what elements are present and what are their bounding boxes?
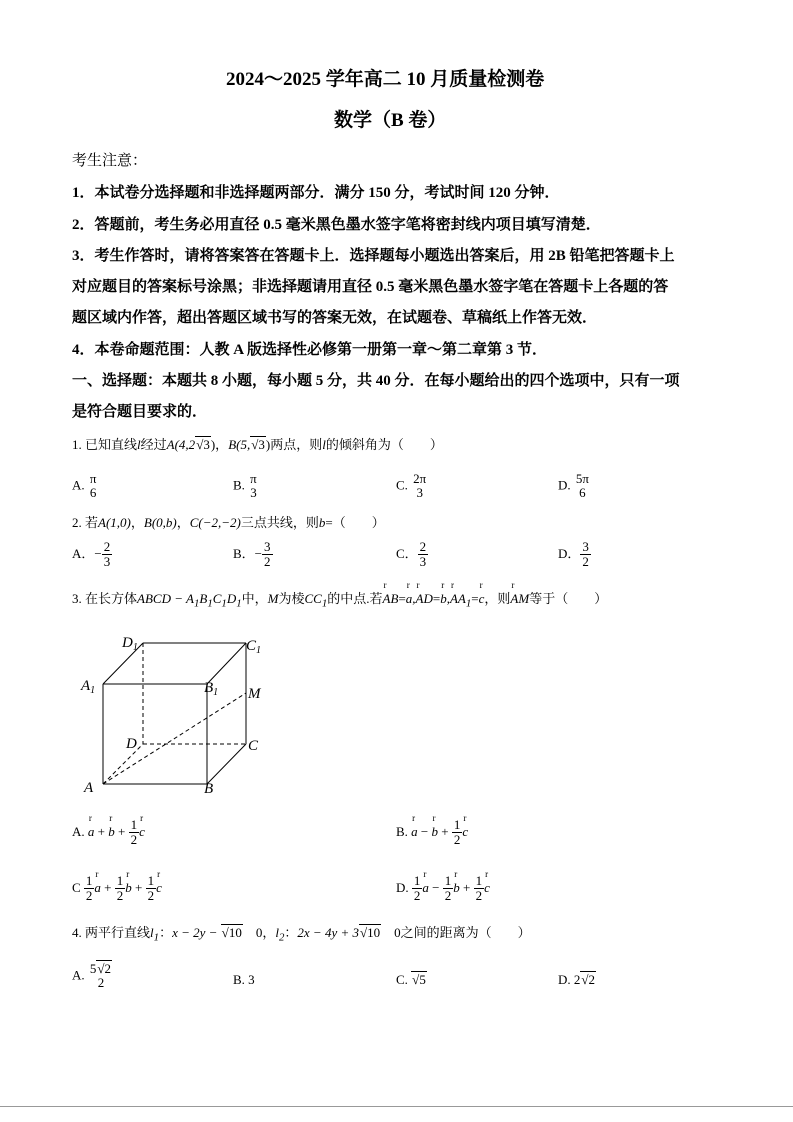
label-c: C bbox=[248, 738, 259, 754]
label-m: M bbox=[248, 686, 261, 702]
q3-option-b[interactable]: B. r a − r b + $\frac{1}{2}$ r c bbox=[396, 818, 468, 848]
q4-line-l2: $l_2$ bbox=[275, 925, 285, 944]
label-b: B bbox=[204, 781, 214, 797]
q1-option-b[interactable]: B. π 3 bbox=[233, 471, 257, 501]
q3-vec-aa1: r $AA_1$ bbox=[450, 591, 471, 610]
q4-option-b[interactable]: B. 3 bbox=[233, 972, 255, 987]
notice-item-3-cont2: 题区域内作答，超出答题区域书写的答案无效，在试题卷、草稿纸上作答无效． bbox=[72, 310, 598, 326]
page-footer-rule bbox=[0, 1106, 793, 1107]
q1-prefix: 1. 已知直线 bbox=[72, 437, 138, 452]
label-b1: $B_1$ bbox=[204, 680, 219, 698]
q4-line-l1: $l_1$ bbox=[150, 925, 160, 944]
question-2: 2. 若A(1,0)，B(0,b)，C(−2,−2)三点共线，则b=（ ） bbox=[72, 515, 385, 530]
q2-option-d[interactable]: D． $\frac{3}{2}$ bbox=[558, 539, 589, 570]
q3-vec-ad: r AD bbox=[416, 591, 433, 607]
section-heading: 一、选择题：本题共 8 小题，每小题 5 分，共 40 分．在每小题给出的四个选项中，只有一项 bbox=[72, 373, 680, 389]
notice-item-3-cont1: 对应题目的答案标号涂黑；非选择题请用直径 0.5 毫米黑色墨水签字笔在答题卡上各题的答 bbox=[72, 279, 669, 295]
q3-vec-am: r AM bbox=[510, 591, 529, 607]
edge-b1-c1 bbox=[207, 643, 246, 684]
q2-option-a[interactable]: A．− $\frac{2}{3}$ bbox=[72, 539, 111, 570]
q3-option-d[interactable]: D. $\frac{1}{2}$ r a − $\frac{1}{2}$ r b + $\frac{1}{2}$ r c bbox=[396, 874, 490, 904]
notice-item-1: 1．本试卷分选择题和非选择题两部分．满分 150 分，考试时间 120 分钟． bbox=[72, 185, 560, 201]
q2-point-c: C(−2,−2) bbox=[189, 515, 241, 530]
page-title: 2024～2025 学年高二 10 月质量检测卷 bbox=[226, 69, 545, 90]
q4-option-d[interactable]: D. 2√2 bbox=[558, 972, 596, 987]
q2-option-b[interactable]: B．− $\frac{3}{2}$ bbox=[233, 539, 271, 570]
q2-option-c[interactable]: C． $\frac{2}{3}$ bbox=[396, 539, 427, 570]
section-heading-cont: 是符合题目要求的． bbox=[72, 404, 208, 420]
q3-vec-ab: r AB bbox=[383, 591, 399, 607]
q3-option-a[interactable]: A. r a + r b + $\frac{1}{2}$ r c bbox=[72, 818, 145, 848]
segment-a-m bbox=[103, 693, 246, 784]
label-a1: $A_1$ bbox=[81, 678, 96, 696]
q1-text1: 经过 bbox=[140, 437, 167, 452]
label-d: D bbox=[126, 736, 137, 752]
q1-point-b-rad: √3 bbox=[251, 437, 265, 452]
notice-item-3: 3．考生作答时，请将答案答在答题卡上．选择题每小题选出答案后，用 2B 铅笔把答题卡上 bbox=[72, 248, 675, 264]
q1-point-b: B(5, bbox=[228, 437, 251, 452]
notice-heading: 考生注意： bbox=[72, 153, 148, 169]
notice-item-4: 4．本卷命题范围：人教 A 版选择性必修第一册第一章～第二章第 3 节． bbox=[72, 342, 548, 358]
question-4: 4. 两平行直线$l_1$：x − 2y − √10 0，$l_2$：2x − 4y + 3√10 0之间的距离为（ ） bbox=[72, 925, 531, 944]
edge-b-c bbox=[207, 744, 246, 784]
q1-line-l: l bbox=[137, 437, 141, 452]
label-d1: $D_1$ bbox=[122, 635, 138, 653]
q4-option-a[interactable]: A. 5√2 2 bbox=[72, 961, 112, 991]
q2-point-b: B(0,b) bbox=[143, 515, 177, 530]
q1-text2: 两点，则 bbox=[270, 437, 323, 452]
q1-point-a-rad: √3 bbox=[196, 437, 210, 452]
q1-option-d[interactable]: D. 5π 6 bbox=[558, 471, 589, 501]
q1-text3: 的倾斜角为（ ） bbox=[325, 437, 443, 452]
page-subtitle: 数学（B 卷） bbox=[334, 110, 447, 131]
q1-point-a: A(4,2 bbox=[166, 437, 196, 452]
question-1: 1. 已知直线l经过A(4,2√3)，B(5,√3)两点，则l的倾斜角为（ ） bbox=[72, 437, 443, 452]
cuboid-figure bbox=[76, 628, 276, 800]
q3-edge: $CC_1$ bbox=[304, 591, 328, 610]
q3-option-c[interactable]: C $\frac{1}{2}$ r a + $\frac{1}{2}$ r b + $\frac{1}{2}$ r c bbox=[72, 874, 162, 904]
q1-option-a[interactable]: A. π 6 bbox=[72, 471, 97, 501]
q2-point-a: A(1,0) bbox=[98, 515, 131, 530]
edge-a-d bbox=[103, 744, 143, 784]
label-c1: $C_1$ bbox=[246, 638, 262, 656]
q4-option-c[interactable]: C. √5 bbox=[396, 972, 426, 987]
notice-item-2: 2．答题前，考生务必用直径 0.5 毫米黑色墨水签字笔将密封线内项目填写清楚． bbox=[72, 217, 601, 233]
label-a: A bbox=[84, 780, 94, 796]
q1-option-c[interactable]: C. 2π 3 bbox=[396, 471, 427, 501]
question-3: 3. 在长方体ABCD − $A_1B_1C_1D_1$中，M为棱$CC_1$的中点.若r AB=r a,r AD=r b,r $AA_1=r$ c，则r AM等于（ ） bbox=[72, 588, 607, 610]
q3-solid: ABCD − $A_1B_1C_1D_1$ bbox=[137, 591, 242, 610]
